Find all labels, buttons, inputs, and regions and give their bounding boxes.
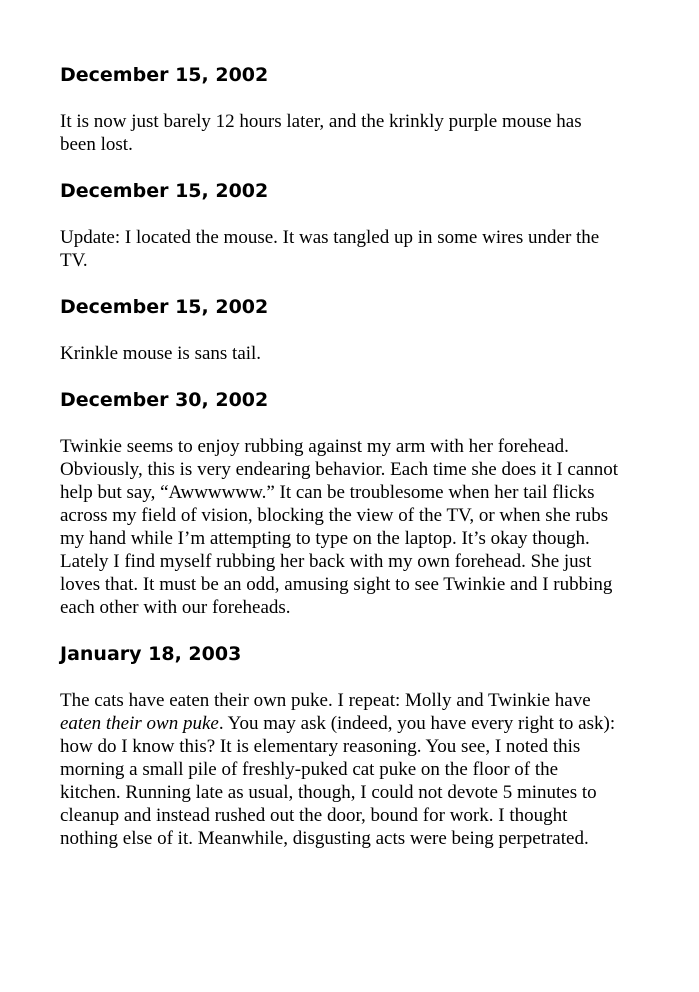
entry-date: December 15, 2002 [60, 64, 269, 86]
entry-body [60, 689, 620, 850]
entry-body-text: . You may ask (indeed, you have every right to ask): how do I know this? It is elementary reasoning. You see, I noted this morning a small pile of freshly-puked cat puke on the floor of the kitchen. Running late as usual, though, I could not devote 5 minutes to cleanup and instead rushed out the door, bound for work. I thought nothing else of it. Meanwhile, disgusting acts were being perpetrated. [60, 713, 616, 849]
journal-page [60, 62, 620, 872]
entry-body: Twinkie seems to enjoy rubbing against my arm with her forehead. Obviously, this is very endearing behavior. Each time she does it I cannot help but say, “Awwwwww.” It can be troublesome when her tail flicks across my field of vision, blocking the view of the TV, or when she rubs my hand while I’m attempting to type on the laptop. It’s okay though. Lately I find myself rubbing her back with my own forehead. She just loves that. It must be an odd, amusing sight to see Twinkie and I rubbing each other with our foreheads. [60, 436, 619, 618]
entry-date: December 15, 2002 [60, 180, 269, 202]
entry-body: Krinkle mouse is sans tail. [60, 343, 262, 364]
entry-body-text: The cats have eaten their own puke. I repeat: Molly and Twinkie have [60, 690, 591, 711]
entry-date: December 15, 2002 [60, 296, 269, 318]
entry-date: December 30, 2002 [60, 389, 269, 411]
journal-entry [60, 387, 620, 619]
journal-entry [60, 294, 620, 365]
entry-body: Update: I located the mouse. It was tangled up in some wires under the TV. [60, 227, 600, 271]
journal-entry [60, 641, 620, 850]
entry-date: January 18, 2003 [60, 643, 242, 665]
entry-body: It is now just barely 12 hours later, and the krinkly purple mouse has been lost. [60, 111, 582, 155]
journal-entry [60, 178, 620, 272]
entry-body-emphasis: eaten their own puke [60, 713, 219, 734]
journal-entry [60, 62, 620, 156]
